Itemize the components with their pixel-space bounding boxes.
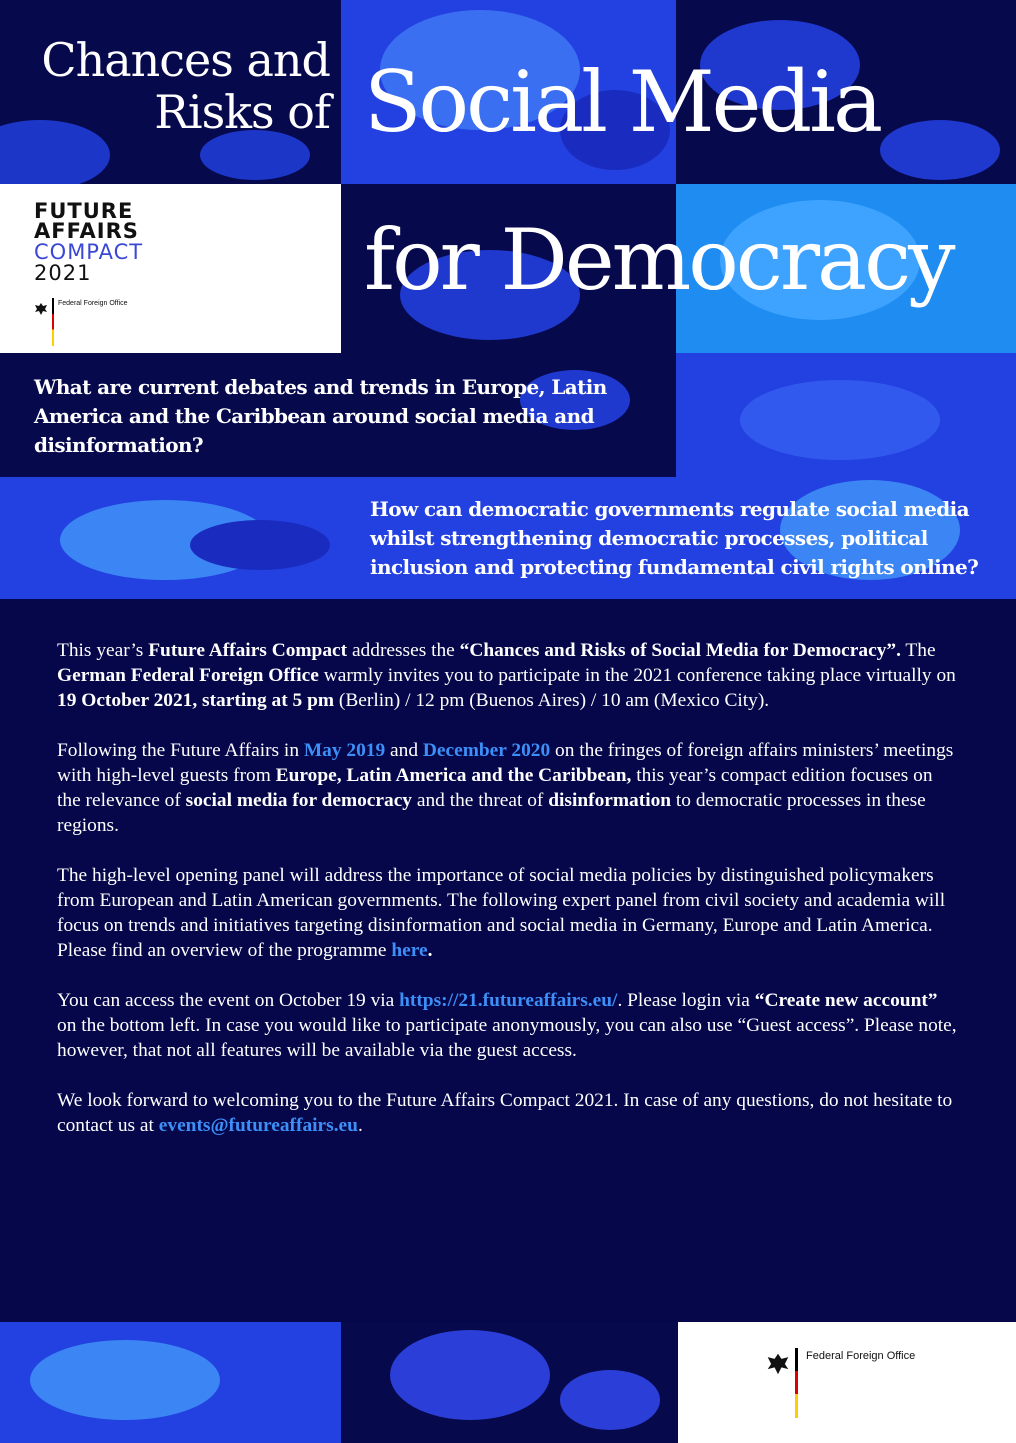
link-december-2020[interactable]: December 2020 <box>422 740 551 761</box>
federal-eagle-icon <box>34 302 48 316</box>
text-bold: . <box>427 940 433 961</box>
link-programme-here[interactable]: here <box>391 940 428 961</box>
logo-line-compact: COMPACT <box>34 240 144 264</box>
logo-ministry-name: Federal Foreign Office <box>58 300 128 307</box>
link-event-url[interactable]: https://21.futureaffairs.eu/ <box>399 990 618 1011</box>
text: addresses the <box>347 640 460 661</box>
header-title-large-line-2: for Democracy <box>364 211 953 309</box>
paragraph-history <box>57 738 957 838</box>
link-may-2019[interactable]: May 2019 <box>303 740 386 761</box>
text-bold: German Federal Foreign Office <box>57 665 319 686</box>
text: on the bottom left. In case you would like to participate anonymously, you can also use “Guest access”. Please note, however, that not all features will be available via the guest access. <box>57 1015 957 1061</box>
future-affairs-logo <box>0 184 341 353</box>
text: The high-level opening panel will address the importance of social media policies by distinguished policymakers from European and Latin American governments. The following expert panel from civil society and academia will focus on trends and initiatives targeting disinformation and social media in Germany, Europe and Latin America. Please find an overview of the programme <box>57 865 946 961</box>
text: Following the Future Affairs in <box>57 740 304 761</box>
text: . Please login via <box>617 990 755 1011</box>
text-bold: Future Affairs Compact <box>148 640 348 661</box>
text: The <box>900 640 936 661</box>
footer-ministry-logo <box>678 1322 1016 1443</box>
text-bold: “Create new account” <box>754 990 938 1011</box>
logo-line-future: FUTURE <box>34 199 134 223</box>
paragraph-panels <box>57 863 957 963</box>
german-flag-stripe <box>795 1348 798 1418</box>
text-bold: 19 October 2021, starting at 5 pm <box>57 690 335 711</box>
logo-line-affairs: AFFAIRS <box>34 219 139 243</box>
header-title-small <box>40 34 330 138</box>
question-debates-trends: What are current debates and trends in Europe, Latin America and the Caribbean around social media and disinformation? <box>34 375 607 457</box>
paragraph-access <box>57 988 957 1063</box>
text: this year’s compact edition focuses on the relevance of <box>57 765 933 811</box>
invitation-body <box>57 638 957 1163</box>
link-contact-email[interactable]: events@futureaffairs.eu <box>158 1115 358 1136</box>
text: and <box>385 740 423 761</box>
text: to democratic processes in these regions. <box>57 790 926 836</box>
text: You can access the event on October 19 via <box>57 990 400 1011</box>
header-title-large-line-1: Social Media <box>364 53 881 151</box>
text: warmly invites you to participate in the 2021 conference taking place virtually on <box>318 665 956 686</box>
text: . <box>357 1115 363 1136</box>
text-bold: social media for democracy <box>185 790 413 811</box>
federal-eagle-icon <box>766 1352 790 1376</box>
text: This year’s <box>57 640 149 661</box>
text: and the threat of <box>412 790 549 811</box>
logo-line-year: 2021 <box>34 261 92 285</box>
text: We look forward to welcoming you to the Future Affairs Compact 2021. In case of any questions, do not hesitate to contact us at <box>57 1090 953 1136</box>
german-flag-stripe <box>52 298 54 346</box>
text: (Berlin) / 12 pm (Buenos Aires) / 10 am (Mexico City). <box>334 690 770 711</box>
paragraph-contact <box>57 1088 957 1138</box>
header-title-small-line-1: Chances and <box>41 33 330 87</box>
footer-ministry-name: Federal Foreign Office <box>806 1350 916 1362</box>
header-title-small-line-2: Risks of <box>154 85 330 139</box>
paragraph-intro <box>57 638 957 713</box>
question-regulation: How can democratic governments regulate social media whilst strengthening democratic processes, political inclusion and protecting fundamental civil rights online? <box>370 497 979 579</box>
text-bold: disinformation <box>548 790 672 811</box>
text-bold: “Chances and Risks of Social Media for Democracy”. <box>459 640 901 661</box>
text-bold: Europe, Latin America and the Caribbean, <box>275 765 632 786</box>
text: on the fringes of foreign affairs ministers’ meetings with high-level guests from <box>57 740 954 786</box>
